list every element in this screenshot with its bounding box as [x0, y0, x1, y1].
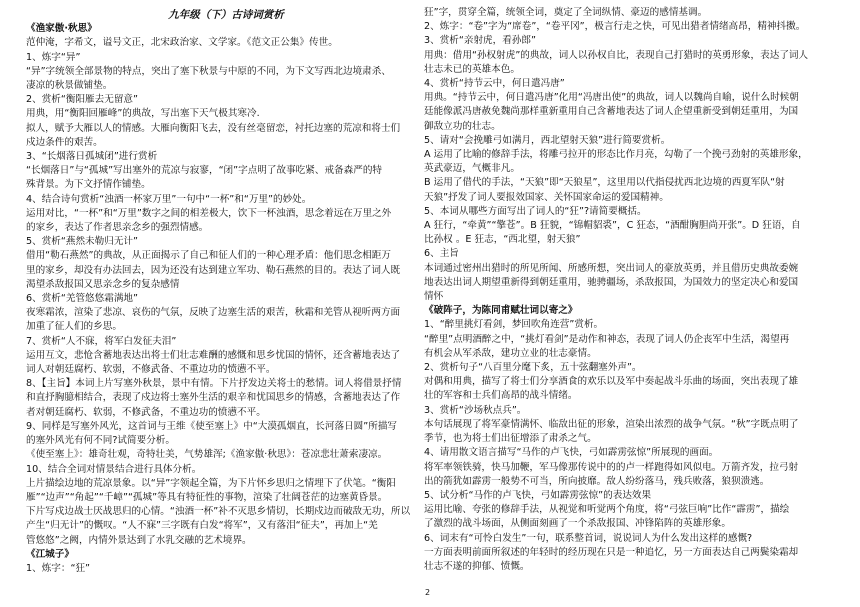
- text-line: 对偶和用典，描写了将士们分享酒食的欢乐以及军中奏起战斗乐曲的场面，突出表现了雄: [424, 376, 799, 388]
- text-line: 用典：借用“孙权射虎”的典故，词人以孙权自比，表现自己打猎时的英勇形象，表达了词人: [424, 49, 809, 61]
- text-line: 拟人，赋予大雁以人的情感。大雁向衡阳飞去，没有丝毫留恋，衬托边塞的荒凉和将士们: [26, 122, 401, 134]
- text-line: 4、赏析“持节云中，何日遣冯唐”: [424, 78, 565, 90]
- text-line: 5、本词从哪些方面写出了词人的“狂”?请简要概括。: [424, 205, 647, 217]
- text-line: 2、炼字：“卷”字为“席卷”，“卷平冈”，极言行走之快，可见出猎者情绪高昂，精神抖擞。: [424, 21, 806, 33]
- text-line: 借用“勒石燕然”的典故，从正面揭示了自己和征人们的一种心理矛盾：他们思念相距万: [26, 250, 391, 262]
- text-line: 廷能像派冯唐赦免魏尚那样重新重用自己含蓄地表达了词人企望重新受到朝廷重用，为国: [424, 106, 799, 118]
- text-line: 4、请用散文语言描写“马作的卢飞快，弓如霹雳弦惊”所展现的画面。: [424, 447, 719, 459]
- text-line: 下片写戍边战士厌战思归的心情。“浊酒一杯”补不灭思乡情切，长期戍边而破敌无功，所以: [26, 506, 411, 518]
- text-line: 者对朝廷腐朽、软弱，不修武备，不重边功的愤懑不平。: [26, 406, 266, 418]
- text-line: 季节，也为将士们出征增添了肃杀之气。: [424, 433, 597, 445]
- section-heading: 《破阵子，为陈同甫赋壮词以寄之》: [424, 305, 578, 317]
- text-line: 壮志不遂的抑郁、愤慨。: [424, 560, 530, 572]
- text-line: 用典，用“衡阳回雁峰”的典故，写出塞下天气极其寒冷.: [26, 108, 260, 120]
- text-line: 6、赏析“羌管悠悠霜满地”: [26, 293, 138, 305]
- text-line: 3、“长烟落日孤城闭”进行赏析: [26, 151, 158, 163]
- text-line: 英武豪迈，气概非凡。: [424, 163, 520, 175]
- text-line: 8、【主旨】本词上片写塞外秋景，景中有情。下片抒发边关将士的愁情。词人将借景抒情: [26, 378, 402, 390]
- text-line: 范仲淹，字希文，谥号文正，北宋政治家、文学家。《范文正公集》传世。: [26, 37, 338, 49]
- text-line: 运用比喻、夸张的修辞手法，从视觉和听觉两个角度，将“弓弦巨响”比作“霹雳”，描绘: [424, 504, 790, 516]
- text-line: 将军率领铁骑，快马加鞭，军马像那传说中的的卢一样跑得如风似电。万箭齐发，拉弓射: [424, 461, 799, 473]
- text-line: 和直抒胸臆相结合，表现了戍边将士塞外生活的艰辛和忧国思乡的情感，含蓄地表达了作: [26, 392, 401, 404]
- text-line: 词人对朝廷腐朽、软弱，不修武备、不重边功的愤懑不平。: [26, 364, 276, 376]
- text-line: 出的箭犹如霹雳一般势不可当，所向披靡。敌人纷纷落马，残兵败落，狼狈溃逃。: [424, 475, 770, 487]
- text-line: 2、赏析句子“八百里分麾下炙，五十弦翻塞外声”。: [424, 362, 642, 374]
- text-line: 5、赏析“燕然未勒归无计”: [26, 236, 138, 248]
- text-line: 10、结合全词对情景结合进行具体分析。: [26, 463, 202, 475]
- text-line: 里的家乡，却没有办法回去，因为还没有达到建立军功、勒石燕然的目的。表达了词人既: [26, 264, 401, 276]
- text-line: 本句话展现了将军豪情满怀、临敌出征的形象，渲染出浓烈的战争气氛。“秋”字既点明了: [424, 418, 799, 430]
- text-line: 9、同样是写塞外风光，这首词与王维《使至塞上》中“大漠孤烟直，长河落日圆”所描写: [26, 420, 398, 432]
- text-line: 情怀: [424, 291, 444, 303]
- text-line: 壮志未已的英雄本色。: [424, 63, 520, 75]
- text-line: 5、试分析“马作的卢飞快，弓如霹雳弦惊”的表达效果: [424, 489, 652, 501]
- page-title: 九年级（下）古诗词赏析: [168, 9, 284, 21]
- section-heading: 《渔家傲·秋思》: [26, 23, 97, 35]
- text-line: 3、赏析“亲射虎，看孙郎”: [424, 35, 536, 47]
- text-line: 殊背景。为下文抒情作铺垫。: [26, 179, 151, 191]
- text-line: 1、炼字：“狂”: [26, 562, 91, 574]
- text-line: 产生“归无计”的慨叹。“人不寐”三字既有白发“将军”，又有落泪“征夫”，再加上“羌: [26, 520, 378, 532]
- text-line: “长烟落日”与“孤城”写出塞外的荒凉与寂寥，“闭”字点明了故事吃紧、戒备森严的特: [26, 165, 383, 177]
- text-line: 狂”字，贯穿全篇，统领全词，奠定了全词纵情、豪迈的感情基调。: [424, 7, 708, 18]
- text-line: 戍边条件的艰苦。: [26, 136, 103, 148]
- text-line: 天狼”抒发了词人要报效国家、关怀国家命运的爱国精神。: [424, 191, 669, 203]
- text-line: 1、“醉里挑灯看剑，梦回吹角连营”赏析。: [424, 319, 604, 331]
- text-line: 雁”“边声”“角起”“千嶂”“孤城”等具有特征性的事物，渲染了壮阔苍茫的边塞黄昏景。: [26, 491, 388, 503]
- text-line: A 运用了比喻的修辞手法，将雕弓拉开的形态比作月亮，勾勒了一个挽弓劲射的英雄形象，: [424, 149, 808, 161]
- text-line: 的塞外风光有何不同?试简要分析。: [26, 435, 175, 447]
- text-line: 壮的军容和士兵们高昂的战斗情绪。: [424, 390, 578, 402]
- text-line: 一方面表明前面所叙述的年轻时的经历现在只是一种追忆，另一方面表达自己两鬓染霜却: [424, 546, 799, 558]
- text-line: 比孙权 。E 狂志，“西北望，射天狼”: [424, 234, 581, 246]
- text-line: 3、赏析“沙场秋点兵”。: [424, 404, 527, 416]
- text-line: 加重了征人们的乡思。: [26, 321, 122, 333]
- text-line: 运用对比，“一杯”和“万里”数字之间的相差极大，饮下一杯浊酒，思念着远在万里之外: [26, 207, 392, 219]
- left-column: [26, 8, 426, 576]
- text-line: 《使至塞上》：雄奇壮观，奇特壮美，气势雄浑;《渔家傲·秋思》：苍凉悲壮萧索凄凉。: [26, 449, 388, 461]
- text-line: 御敌立功的壮志。: [424, 120, 501, 132]
- text-line: “异”字统领全部景物的特点，突出了塞下秋景与中原的不同，为下文写西北边境肃杀、: [26, 65, 391, 77]
- text-line: 夜寒霜浓，渲染了悲凉、哀伤的气氛，反映了边塞生活的艰苦，秋霜和羌管从视听两方面: [26, 307, 401, 319]
- text-line: 2、赏析“衡阳雁去无留意”: [26, 94, 138, 106]
- text-line: 了激烈的战斗场面，从侧面刻画了一个杀敌报国、冲锋陷阵的英雄形象。: [424, 518, 731, 530]
- text-line: 地表达出词人期望重新得到朝廷重用，驰骋疆场，杀敌报国，为国效力的坚定决心和爱国: [424, 276, 799, 288]
- text-line: 7、赏析“人不寐，将军白发征夫泪”: [26, 335, 177, 347]
- text-line: 6、词末有“可怜白发生”一句，联系整首词，说说词人为什么发出这样的感慨?: [424, 532, 753, 544]
- text-line: 管悠悠”之阙，内情外景达到了水乳交融的艺术境界。: [26, 534, 252, 546]
- text-line: 4、结合诗句赏析“浊酒一杯家万里”一句中“一杯”和“万里”的妙处。: [26, 193, 312, 205]
- text-line: 本词通过密州出猎时的所见所闻、所感所想，突出词人的豪放英勇，并且借历史典故委婉: [424, 262, 799, 274]
- text-line: A 狂行，“牵黄”“擎苍”。B 狂貌，“锦帽貂裘”，C 狂态，“酒酣胸胆尚开张”。D 狂语，自: [424, 220, 801, 232]
- text-line: 上片描绘边地的荒凉景象。以“异”字领起全篇，为下片怀乡思归之情埋下了伏笔。“衡阳: [26, 477, 396, 489]
- text-line: B 运用了借代的手法，“天狼”即“天狼星”，这里用以代指侵扰西北边境的西夏军队“射: [424, 177, 785, 189]
- text-line: 5、请对“会挽雕弓如满月，西北望射天狼”进行简要赏析。: [424, 134, 671, 146]
- text-line: 6、主旨: [424, 248, 459, 260]
- right-column: [424, 6, 836, 574]
- page-number: 2: [425, 588, 431, 597]
- text-line: 1、炼字“异”: [26, 51, 81, 63]
- text-line: “醉里”点明酒醉之中，“挑灯看剑”是动作和神态，表现了词人仍企丧军中生活，渴望再: [424, 333, 790, 345]
- text-line: 运用互文，悲怆含蓄地表达出将士们壮志难酬的感慨和思乡忧国的情怀，还含蓄地表达了: [26, 349, 401, 361]
- section-heading: 《江城子》: [26, 548, 74, 560]
- text-line: 凄凉的秋景做铺垫。: [26, 80, 113, 92]
- text-line: 有机会从军杀敌，建功立业的壮志豪情。: [424, 347, 597, 359]
- text-line: 渴望杀敌报国又思亲念乡的复杂感情: [26, 278, 180, 290]
- text-line: 的家乡，表达了作者思亲念乡的强烈情感。: [26, 222, 209, 234]
- text-line: 用典。“持节云中，何日遣冯唐”化用“冯唐出使”的典故，词人以魏尚自喻，说什么时候朝: [424, 92, 799, 104]
